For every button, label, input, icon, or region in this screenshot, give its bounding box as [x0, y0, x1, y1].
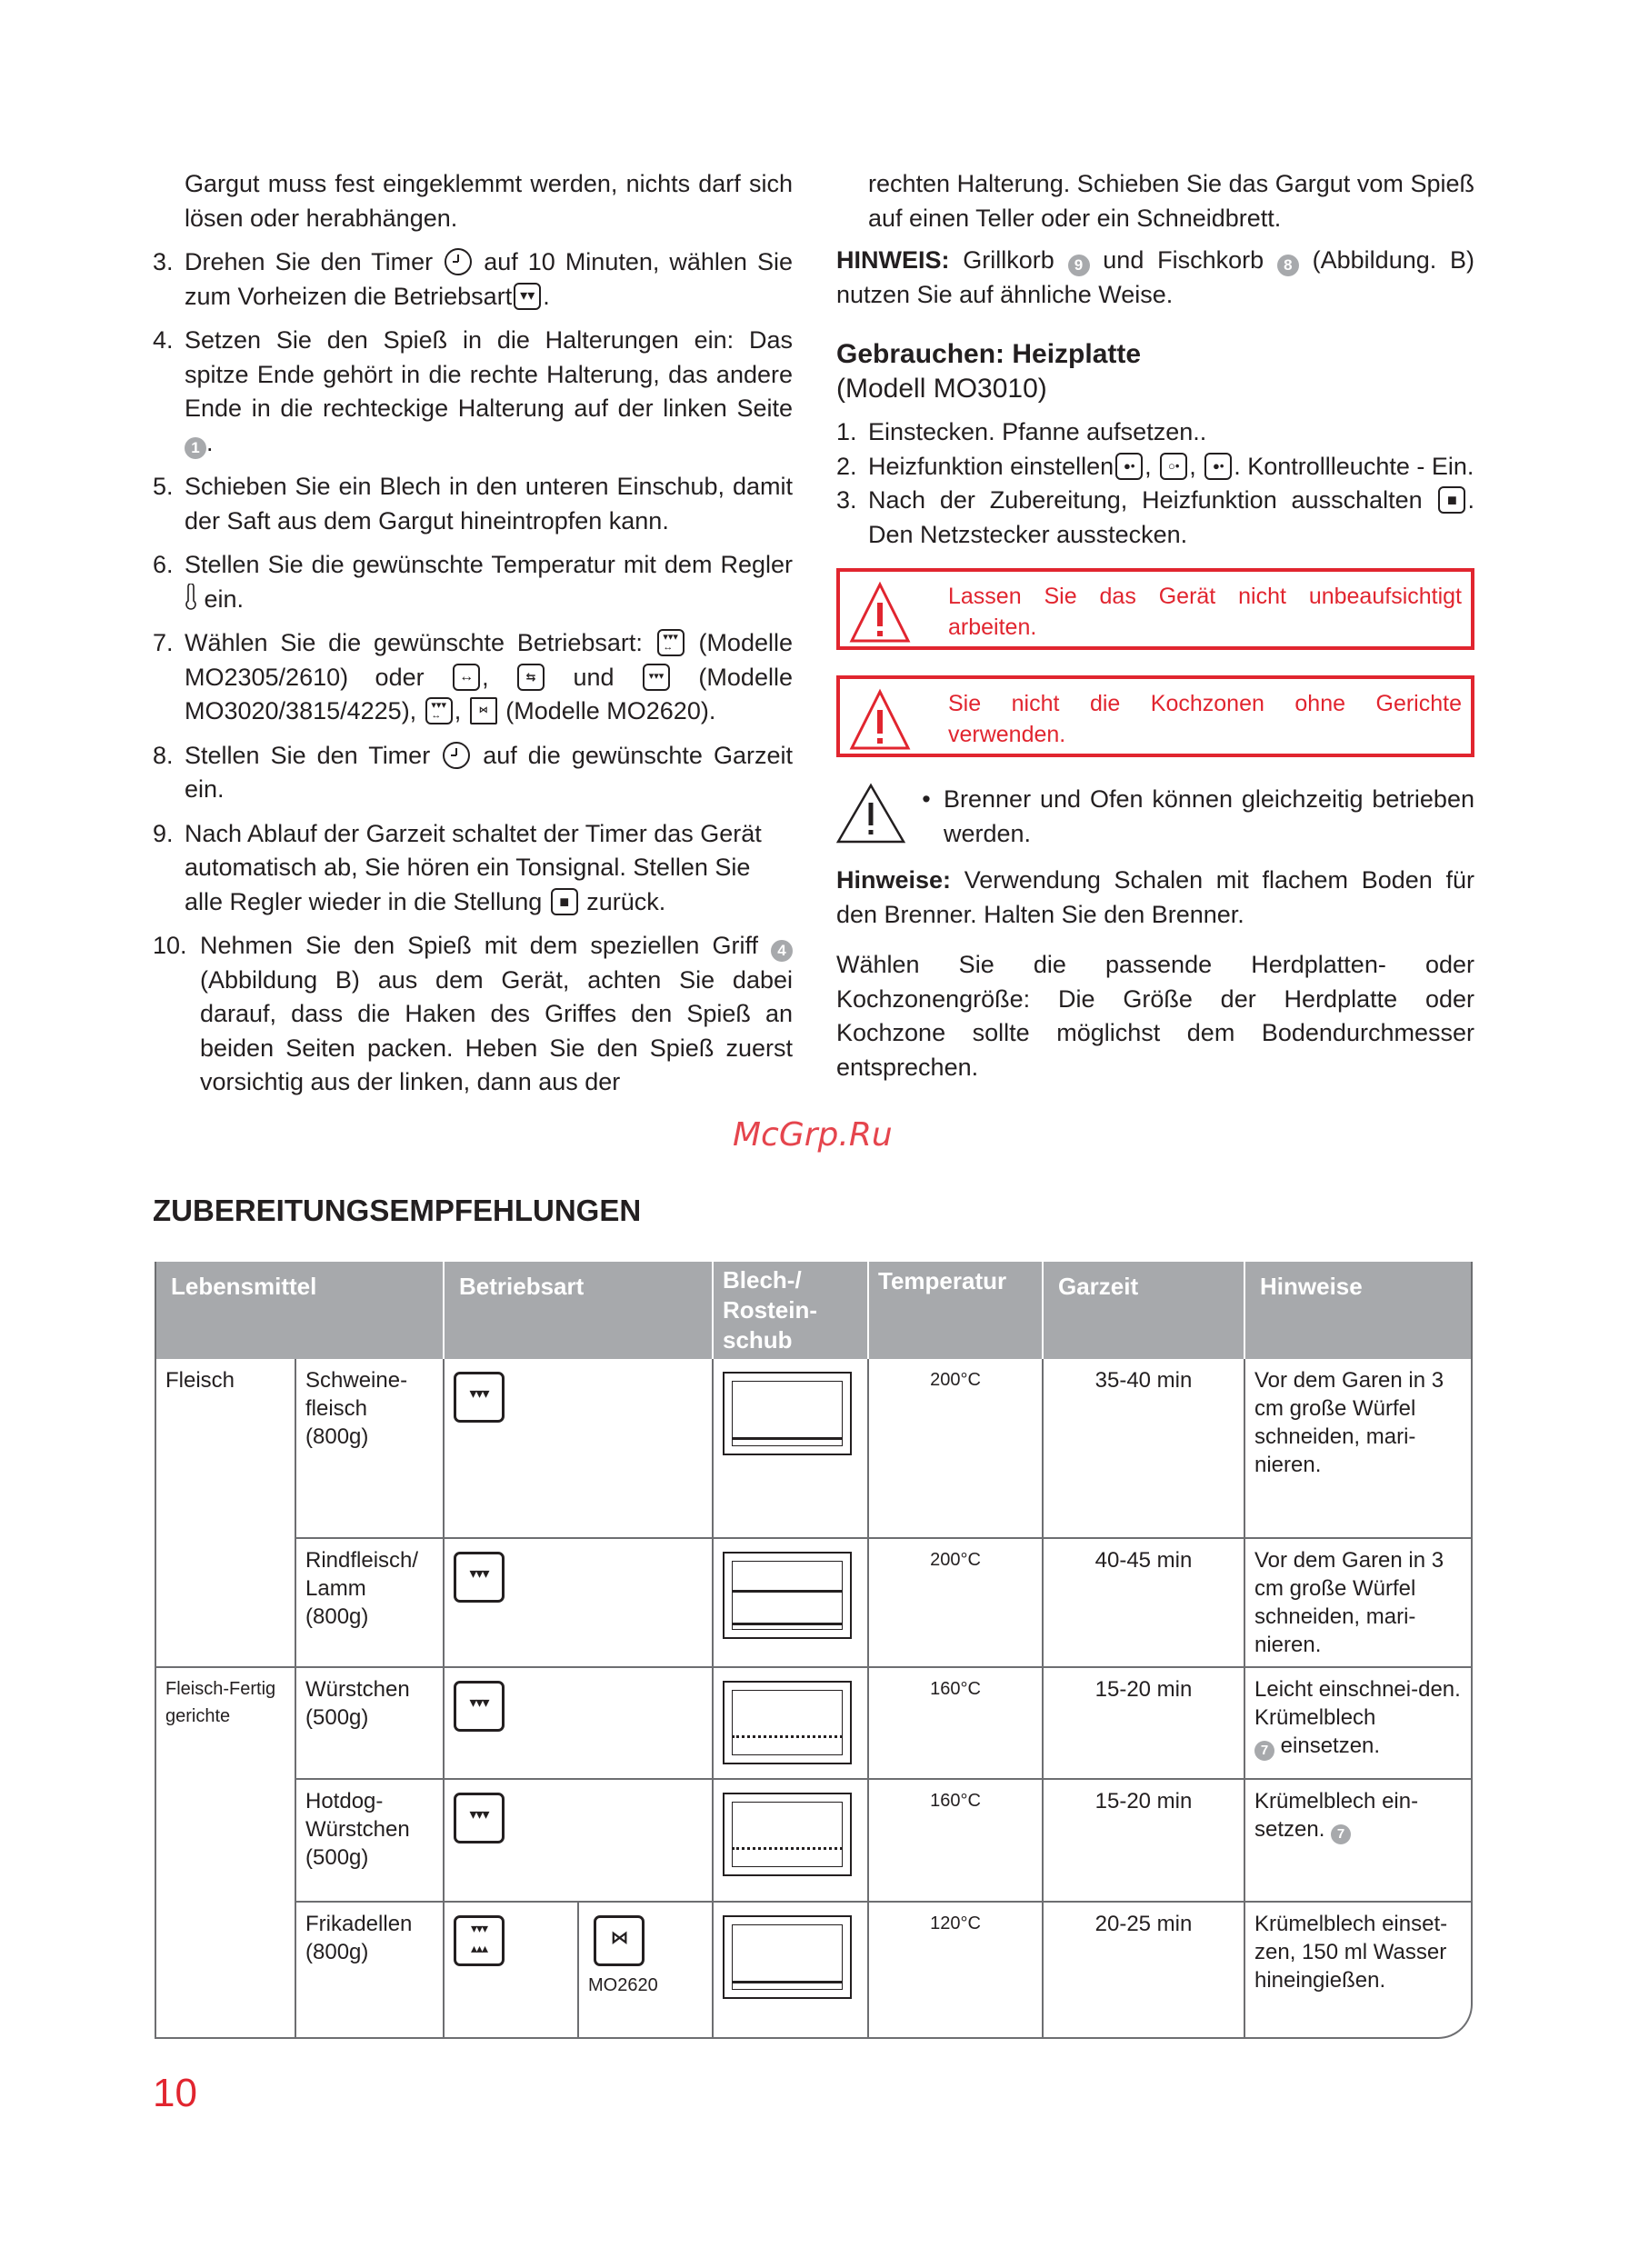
- notice: • Brenner und Ofen können gleichzeitig betrieben werden.: [836, 783, 1474, 851]
- part-number-7-icon: 7: [1331, 1824, 1351, 1844]
- hinweise-note: Hinweise: Verwendung Schalen mit flachem Boden für den Brenner. Halten Sie den Brenner.: [836, 866, 1474, 928]
- food-cell: Frikadellen (800g): [295, 1902, 444, 2039]
- part-number-4-icon: 4: [771, 940, 793, 962]
- temp-cell: 200°C: [868, 1538, 1043, 1667]
- top-heat-icon: ▾▾▾: [454, 1681, 505, 1732]
- table-header-row: [156, 1262, 1471, 1359]
- top-heat-icon: ▾▾▾: [454, 1793, 505, 1843]
- step-2: 2. Heizfunktion einstellen ●• , ○• , ●• . Kontrollleuchte - Ein.: [836, 452, 1474, 480]
- temp-cell: 160°C: [868, 1779, 1043, 1902]
- list-item-continued: [153, 167, 793, 235]
- mode-cell: [444, 1359, 713, 1538]
- mode-cell-mo2620: [578, 1902, 713, 2039]
- part-number-8-icon: 8: [1277, 255, 1299, 276]
- temp-cell: 160°C: [868, 1667, 1043, 1779]
- item-number: 9.: [153, 819, 174, 847]
- temp-cell: 200°C: [868, 1359, 1043, 1538]
- warning-icon: [849, 688, 911, 752]
- col-header-blech: Blech-/ Rostein-schub: [713, 1262, 868, 1359]
- warning-text: Lassen Sie das Gerät nicht unbeaufsichtigt arbeiten.: [948, 584, 1462, 640]
- time-cell: 40-45 min: [1043, 1538, 1244, 1667]
- table-row: [156, 1779, 1471, 1902]
- item-text: Gargut muss fest eingeklemmt werden, nichts darf sich lösen oder herabhängen.: [185, 170, 793, 232]
- top-heat-icon: ▾▾▾: [454, 1372, 505, 1423]
- col-header-lebensmittel: Lebensmittel: [156, 1262, 444, 1359]
- col-header-hinweise: Hinweise: [1244, 1262, 1471, 1359]
- table-row: [156, 1902, 1471, 2039]
- part-number-7-icon: 7: [1254, 1741, 1274, 1761]
- group-cell: Fleisch: [156, 1359, 295, 1667]
- left-column: [153, 167, 793, 1110]
- hotplate-large-icon: ●•: [1115, 453, 1143, 480]
- convection-grill-icon-2: ▾▾▾ ↔: [425, 697, 453, 724]
- top-heat-icon: ▾▾▾: [643, 664, 670, 691]
- note-cell: Vor dem Garen in 3 cm große Würfel schneiden, mari-nieren.: [1244, 1538, 1471, 1667]
- table-row: [156, 1538, 1471, 1667]
- model-label: MO2620: [588, 1975, 658, 1995]
- off-icon: ■: [1438, 486, 1465, 514]
- hotplate-both-icon: ●•: [1204, 453, 1232, 480]
- mode-cell: [444, 1667, 713, 1779]
- warning-text: Sie nicht die Kochzonen ohne Gerichte verwenden.: [948, 691, 1462, 747]
- time-cell: 20-25 min: [1043, 1902, 1244, 2039]
- page-number: 10: [153, 2071, 197, 2115]
- temp-cell: 120°C: [868, 1902, 1043, 2039]
- paragraph: Wählen Sie die passende Herdplatten- oder Kochzonengröße: Die Größe der Herdplatte oder Kochzone sollte möglichst dem Bodendurchmesser entsprechen.: [836, 951, 1474, 1081]
- note-cell: Leicht einschnei-den. Krümelblech 7 einsetzen.: [1244, 1667, 1471, 1779]
- part-number-1-icon: 1: [185, 437, 206, 459]
- rack-position-icon: [723, 1915, 852, 1999]
- rack-cell: [713, 1779, 868, 1902]
- note-cell: Krümelblech einset-zen, 150 ml Wasser hineingießen.: [1254, 1912, 1448, 1993]
- item-number: 3.: [153, 248, 174, 275]
- mode-cell: [444, 1538, 713, 1667]
- step-3: 3. Nach der Zubereitung, Heizfunktion ausschalten ■ . Den Netzstecker ausstecken.: [836, 486, 1474, 548]
- list-item-3: 3. Drehen Sie den Timer auf 10 Minuten, wählen Sie zum Vorheizen die Betriebsart ▾▾ .: [153, 245, 793, 314]
- timer-icon: [445, 248, 472, 275]
- list-item-4: 4. Setzen Sie den Spieß in die Halterungen ein: Das spitze Ende gehört in die rechte Halterung, das andere Ende in die rechteckige Halterung auf der linken Seite 1 .: [153, 324, 793, 460]
- group-cell: Fleisch-Fertig gerichte: [156, 1667, 295, 2039]
- food-cell: Würstchen (500g): [295, 1667, 444, 1779]
- section-title: ZUBEREITUNGSEMPFEHLUNGEN: [153, 1194, 642, 1227]
- convection-grill-icon: ▾▾▾ ↔: [657, 629, 685, 656]
- time-cell: 35-40 min: [1043, 1359, 1244, 1538]
- combi-heat-icon: ⋈: [470, 697, 497, 724]
- item-number: 6.: [153, 551, 174, 578]
- mode-cell: [444, 1779, 713, 1902]
- table-row: [156, 1667, 1471, 1779]
- top-bottom-heat-icon: ▾▾▾ ▴▴▴: [454, 1915, 505, 1966]
- rack-position-icon: [723, 1793, 852, 1876]
- recommendations-table: [155, 1262, 1473, 2039]
- rack-position-icon: [723, 1372, 852, 1455]
- list-item-6: 6. Stellen Sie die gewünschte Temperatur mit dem Regler ein.: [153, 548, 793, 616]
- col-header-garzeit: Garzeit: [1043, 1262, 1244, 1359]
- rotisserie-icon: ⇆: [517, 664, 545, 691]
- fan-icon: ↔: [453, 664, 480, 691]
- list-item-9: 9. Nach Ablauf der Garzeit schaltet der Timer das Gerät automatisch ab, Sie hören ein Tonsignal. Stellen Sie alle Regler wieder in die Stellung ■ zurück.: [153, 817, 793, 920]
- caution-icon: [836, 783, 909, 844]
- right-column: [836, 167, 1474, 1084]
- list-item-continued: rechten Halterung. Schieben Sie das Gargut vom Spieß auf einen Teller oder ein Schneidbrett.: [868, 170, 1474, 232]
- col-header-temperatur: Temperatur: [868, 1262, 1043, 1359]
- warning-icon: [849, 581, 911, 644]
- note-cell: Krümelblech ein-setzen. 7: [1244, 1779, 1471, 1902]
- food-cell: Rindfleisch/ Lamm (800g): [295, 1538, 444, 1667]
- section-heading: Gebrauchen: Heizplatte: [836, 339, 1142, 369]
- rack-position-icon: [723, 1681, 852, 1764]
- part-number-9-icon: 9: [1068, 255, 1090, 276]
- timer-icon: [443, 742, 470, 769]
- note-cell: Vor dem Garen in 3 cm große Würfel schneiden, mari-nieren.: [1244, 1359, 1471, 1538]
- hinweis-note: HINWEIS: Grillkorb 9 und Fischkorb 8 (Abbildung. B) nutzen Sie auf ähnliche Weise.: [836, 246, 1474, 308]
- list-item-8: 8. Stellen Sie den Timer auf die gewünschte Garzeit ein.: [153, 739, 793, 807]
- mode-cell: [444, 1902, 578, 2039]
- item-number: 4.: [153, 326, 174, 354]
- hotplate-small-icon: ○•: [1160, 453, 1187, 480]
- food-cell: Schweine-fleisch (800g): [295, 1359, 444, 1538]
- rack-cell: [713, 1902, 868, 2039]
- rack-cell: [713, 1667, 868, 1779]
- food-cell: Hotdog-Würstchen (500g): [295, 1779, 444, 1902]
- rack-cell: [713, 1359, 868, 1538]
- table-row: [156, 1359, 1471, 1538]
- item-number: 10.: [153, 932, 187, 959]
- list-item-7: 7. Wählen Sie die gewünschte Betriebsart: ▾▾▾ ↔ (Modelle MO2305/2610) oder ↔ , ⇆ und ▾▾▾ (Modelle MO3020/3815/4225), ▾▾▾ ↔ , ⋈ (Modelle MO2620).: [153, 626, 793, 729]
- warning-box-2: [836, 675, 1474, 757]
- grill-mode-icon: ▾▾: [514, 283, 541, 310]
- rack-cell: [713, 1538, 868, 1667]
- item-number: 8.: [153, 741, 174, 769]
- item-number: 7.: [153, 629, 174, 656]
- watermark: McGrp.Ru: [733, 1116, 893, 1154]
- list-item-10: 10. Nehmen Sie den Spieß mit dem speziellen Griff 4 (Abbildung B) aus dem Gerät, achten Sie dabei darauf, dass die Haken des Griffes den Spieß an beiden Seiten packen. Heben Sie den Spieß zuerst vorsichtig aus der linken, dann aus der: [153, 929, 793, 1100]
- top-heat-icon: ▾▾▾: [454, 1552, 505, 1603]
- section-subheading: (Modell MO3010): [836, 374, 1047, 404]
- combi-grill-icon: ⋈: [594, 1915, 645, 1966]
- list-item-5: 5. Schieben Sie ein Blech in den unteren Einschub, damit der Saft aus dem Gargut hineintropfen kann.: [153, 470, 793, 538]
- rack-position-icon: [723, 1552, 852, 1639]
- step-1: 1. Einstecken. Pfanne aufsetzen..: [836, 418, 1207, 445]
- time-cell: 15-20 min: [1043, 1779, 1244, 1902]
- warning-box-1: [836, 568, 1474, 650]
- thermometer-icon: [185, 584, 197, 611]
- col-header-betriebsart: Betriebsart: [444, 1262, 713, 1359]
- item-number: 5.: [153, 473, 174, 500]
- time-cell: 15-20 min: [1043, 1667, 1244, 1779]
- off-icon: ■: [551, 888, 578, 915]
